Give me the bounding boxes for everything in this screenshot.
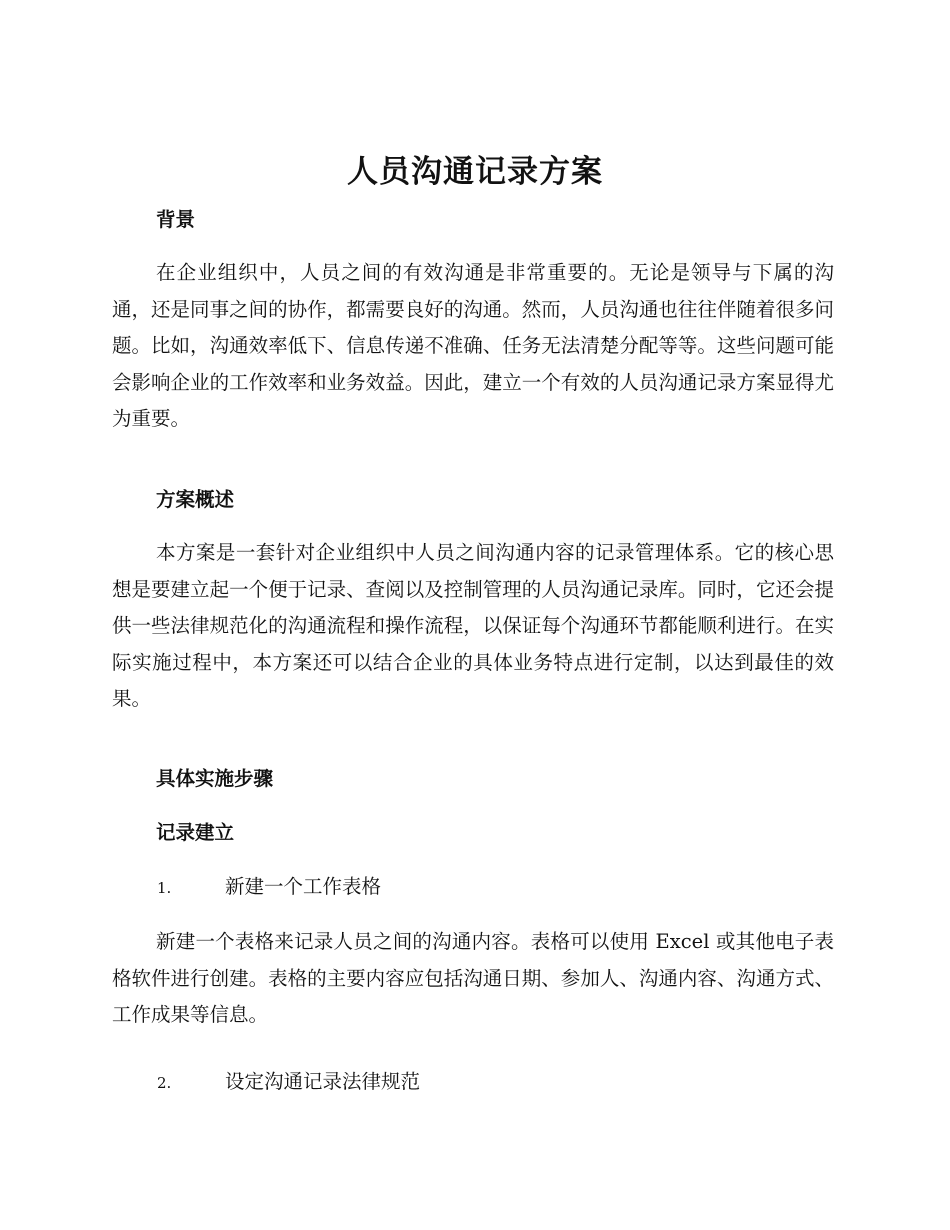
section-heading-record-setup: 记录建立 [156, 821, 235, 844]
section-heading-background: 背景 [156, 208, 196, 231]
step-list-item [157, 1068, 420, 1097]
section-heading-implementation-steps: 具体实施步骤 [156, 767, 274, 790]
step-paragraph: 新建一个表格来记录人员之间的沟通内容。表格可以使用 Excel 或其他电子表格软件进行创建。表格的主要内容应包括沟通日期、参加人、沟通内容、沟通方式、工作成果等信息。 [112, 930, 834, 1026]
overview-paragraph: 本方案是一套针对企业组织中人员之间沟通内容的记录管理体系。它的核心思想是要建立起一个便于记录、查阅以及控制管理的人员沟通记录库。同时，它还会提供一些法律规范化的沟通流程和操作流程，以保证每个沟通环节都能顺利进行。在实际实施过程中，本方案还可以结合企业的具体业务特点进行定制，以达到最佳的效果。 [112, 541, 834, 710]
step-number: 1. [157, 879, 172, 897]
background-paragraph: 在企业组织中，人员之间的有效沟通是非常重要的。无论是领导与下属的沟通，还是同事之间的协作，都需要良好的沟通。然而，人员沟通也往往伴随着很多问题。比如，沟通效率低下、信息传递不准确、任务无法清楚分配等等。这些问题可能会影响企业的工作效率和业务效益。因此，建立一个有效的人员沟通记录方案显得尤为重要。 [112, 261, 834, 430]
document-title: 人员沟通记录方案 [347, 154, 603, 190]
step-label: 设定沟通记录法律规范 [225, 1070, 421, 1093]
step-number: 2. [157, 1074, 172, 1092]
step-label: 新建一个工作表格 [225, 875, 382, 898]
section-heading-overview: 方案概述 [156, 488, 235, 511]
step-list-item [157, 873, 381, 902]
